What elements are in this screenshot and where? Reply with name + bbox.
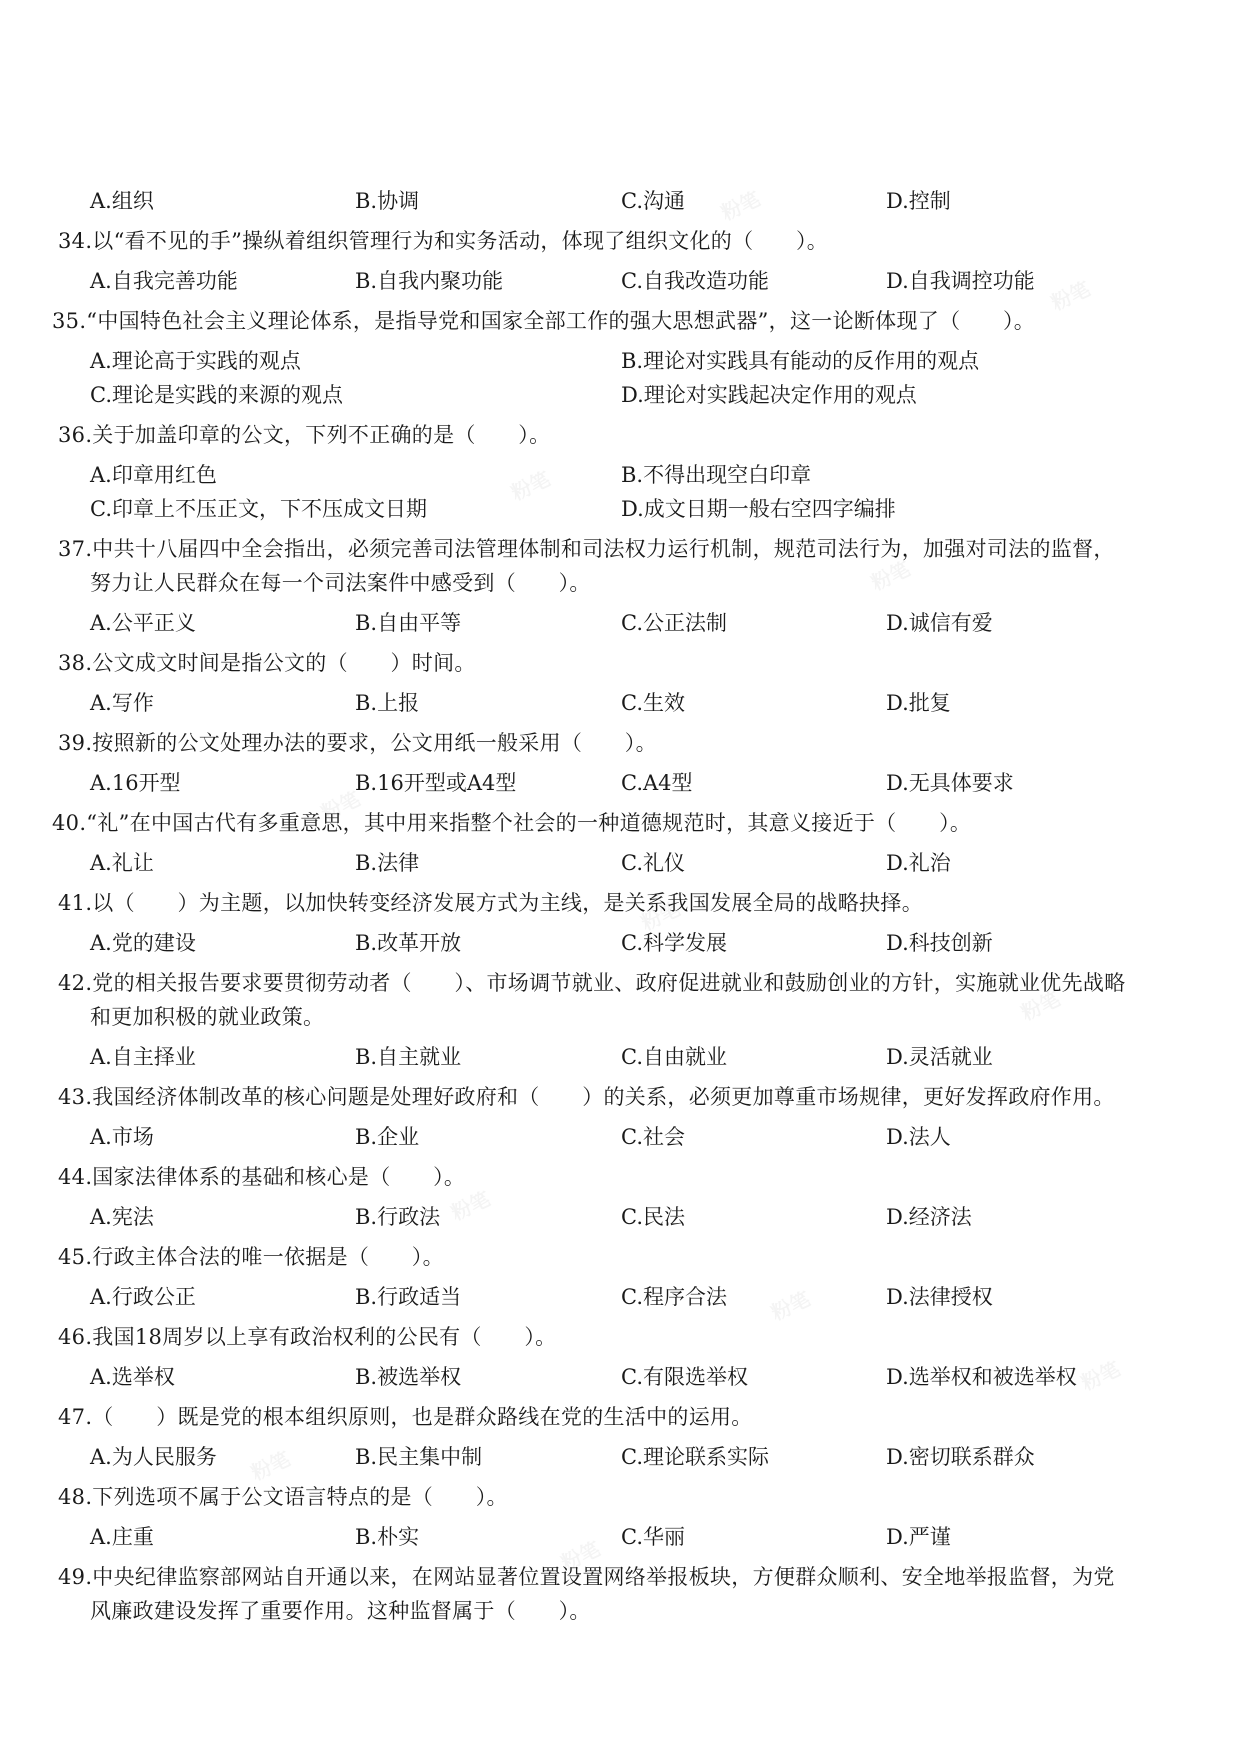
option-d: D.密切联系群众 xyxy=(886,1445,1035,1469)
option-c: C.科学发展 xyxy=(621,931,727,955)
q45-options xyxy=(0,1282,1240,1312)
option-a: A.礼让 xyxy=(90,851,154,875)
question-37-stem-line1: 37.中共十八届四中全会指出，必须完善司法管理体制和司法权力运行机制，规范司法行为，加强对司法的监督， xyxy=(58,537,1115,561)
option-b: B.上报 xyxy=(355,691,420,715)
option-b: B.行政法 xyxy=(355,1205,441,1229)
q44-options xyxy=(0,1202,1240,1232)
option-d: D.自我调控功能 xyxy=(886,269,1035,293)
option-b: B.企业 xyxy=(355,1125,420,1149)
question-41-stem: 41.以（ ）为主题，以加快转变经济发展方式为主线，是关系我国发展全局的战略抉择。 xyxy=(58,891,923,915)
question-48-stem: 48.下列选项不属于公文语言特点的是（ ）。 xyxy=(58,1485,508,1509)
option-c: C.有限选举权 xyxy=(621,1365,748,1389)
q33-options xyxy=(0,186,1240,216)
option-d: D.批复 xyxy=(886,691,951,715)
q38-options xyxy=(0,688,1240,718)
option-b: B.理论对实践具有能动的反作用的观点 xyxy=(621,349,980,373)
option-c: C.印章上不压正文，下不压成文日期 xyxy=(90,497,427,521)
option-d: D.控制 xyxy=(886,189,951,213)
q46-options xyxy=(0,1362,1240,1392)
question-44-stem: 44.国家法律体系的基础和核心是（ ）。 xyxy=(58,1165,466,1189)
option-d: D.法人 xyxy=(886,1125,951,1149)
option-a: A.公平正义 xyxy=(90,611,196,635)
option-a: A.组织 xyxy=(90,189,154,213)
option-c: C.A4型 xyxy=(621,771,693,795)
question-36-stem: 36.关于加盖印章的公文，下列不正确的是（ ）。 xyxy=(58,423,551,447)
option-b: B.自由平等 xyxy=(355,611,462,635)
option-b: B.协调 xyxy=(355,189,420,213)
option-c: C.沟通 xyxy=(621,189,685,213)
question-47-stem: 47.（ ）既是党的根本组织原则，也是群众路线在党的生活中的运用。 xyxy=(58,1405,753,1429)
q48-options xyxy=(0,1522,1240,1552)
question-38-stem: 38.公文成文时间是指公文的（ ）时间。 xyxy=(58,651,476,675)
question-34-stem: 34.以“看不见的手”操纵着组织管理行为和实务活动，体现了组织文化的（ ）。 xyxy=(58,229,829,253)
q43-options xyxy=(0,1122,1240,1152)
question-46-stem: 46.我国18周岁以上享有政治权利的公民有（ ）。 xyxy=(58,1325,557,1349)
option-a: A.为人民服务 xyxy=(90,1445,217,1469)
option-b: B.行政适当 xyxy=(355,1285,462,1309)
option-d: D.科技创新 xyxy=(886,931,993,955)
q35-options-row2 xyxy=(0,380,1240,410)
option-d: D.严谨 xyxy=(886,1525,951,1549)
option-b: B.自我内聚功能 xyxy=(355,269,504,293)
question-42-stem-line2: 和更加积极的就业政策。 xyxy=(90,1005,325,1029)
option-d: D.法律授权 xyxy=(886,1285,993,1309)
question-43-stem: 43.我国经济体制改革的核心问题是处理好政府和（ ）的关系，必须更加尊重市场规律，更好发挥政府作用。 xyxy=(58,1085,1115,1109)
option-c: C.理论是实践的来源的观点 xyxy=(90,383,343,407)
option-a: A.宪法 xyxy=(90,1205,154,1229)
option-c: C.公正法制 xyxy=(621,611,727,635)
q47-options xyxy=(0,1442,1240,1472)
q36-options-row1 xyxy=(0,460,1240,490)
option-b: B.法律 xyxy=(355,851,420,875)
question-37-stem-line2: 努力让人民群众在每一个司法案件中感受到（ ）。 xyxy=(90,571,591,595)
option-b: B.不得出现空白印章 xyxy=(621,463,812,487)
question-39-stem: 39.按照新的公文处理办法的要求，公文用纸一般采用（ ）。 xyxy=(58,731,657,755)
option-c: C.礼仪 xyxy=(621,851,685,875)
q34-options xyxy=(0,266,1240,296)
question-49-stem-line2: 风廉政建设发挥了重要作用。这种监督属于（ ）。 xyxy=(90,1599,591,1623)
option-a: A.庄重 xyxy=(90,1525,154,1549)
option-c: C.社会 xyxy=(621,1125,685,1149)
option-b: B.自主就业 xyxy=(355,1045,462,1069)
option-c: C.民法 xyxy=(621,1205,685,1229)
option-c: C.自我改造功能 xyxy=(621,269,769,293)
q36-options-row2 xyxy=(0,494,1240,524)
option-a: A.选举权 xyxy=(90,1365,175,1389)
option-b: B.被选举权 xyxy=(355,1365,462,1389)
question-42-stem-line1: 42.党的相关报告要求要贯彻劳动者（ ）、市场调节就业、政府促进就业和鼓励创业的方针，实施就业优先战略 xyxy=(58,971,1126,995)
option-a: A.市场 xyxy=(90,1125,154,1149)
option-b: B.民主集中制 xyxy=(355,1445,483,1469)
option-d: D.经济法 xyxy=(886,1205,972,1229)
option-c: C.华丽 xyxy=(621,1525,685,1549)
question-35-stem: 35.“中国特色社会主义理论体系，是指导党和国家全部工作的强大思想武器”，这一论断体现了（ ）。 xyxy=(52,309,1036,333)
q37-options xyxy=(0,608,1240,638)
option-a: A.行政公正 xyxy=(90,1285,196,1309)
option-a: A.党的建设 xyxy=(90,931,196,955)
q42-options xyxy=(0,1042,1240,1072)
q35-options-row1 xyxy=(0,346,1240,376)
option-d: D.成文日期一般右空四字编排 xyxy=(621,497,896,521)
option-c: C.自由就业 xyxy=(621,1045,727,1069)
question-49-stem-line1: 49.中央纪律监察部网站自开通以来，在网站显著位置设置网络举报板块，方便群众顺利、安全地举报监督，为党 xyxy=(58,1565,1115,1589)
question-40-stem: 40.“礼”在中国古代有多重意思，其中用来指整个社会的一种道德规范时，其意义接近于（ ）。 xyxy=(52,811,972,835)
option-d: D.无具体要求 xyxy=(886,771,1014,795)
option-b: B.16开型或A4型 xyxy=(355,771,517,795)
option-d: D.选举权和被选举权 xyxy=(886,1365,1077,1389)
option-b: B.改革开放 xyxy=(355,931,462,955)
q41-options xyxy=(0,928,1240,958)
option-c: C.程序合法 xyxy=(621,1285,727,1309)
question-45-stem: 45.行政主体合法的唯一依据是（ ）。 xyxy=(58,1245,444,1269)
option-d: D.诚信有爱 xyxy=(886,611,993,635)
option-d: D.理论对实践起决定作用的观点 xyxy=(621,383,917,407)
q39-options xyxy=(0,768,1240,798)
q40-options xyxy=(0,848,1240,878)
option-a: A.自我完善功能 xyxy=(90,269,238,293)
option-a: A.理论高于实践的观点 xyxy=(90,349,301,373)
option-a: A.16开型 xyxy=(90,771,181,795)
option-a: A.印章用红色 xyxy=(90,463,217,487)
option-c: C.理论联系实际 xyxy=(621,1445,769,1469)
option-b: B.朴实 xyxy=(355,1525,420,1549)
option-d: D.灵活就业 xyxy=(886,1045,993,1069)
option-a: A.写作 xyxy=(90,691,154,715)
option-a: A.自主择业 xyxy=(90,1045,196,1069)
option-d: D.礼治 xyxy=(886,851,951,875)
option-c: C.生效 xyxy=(621,691,685,715)
